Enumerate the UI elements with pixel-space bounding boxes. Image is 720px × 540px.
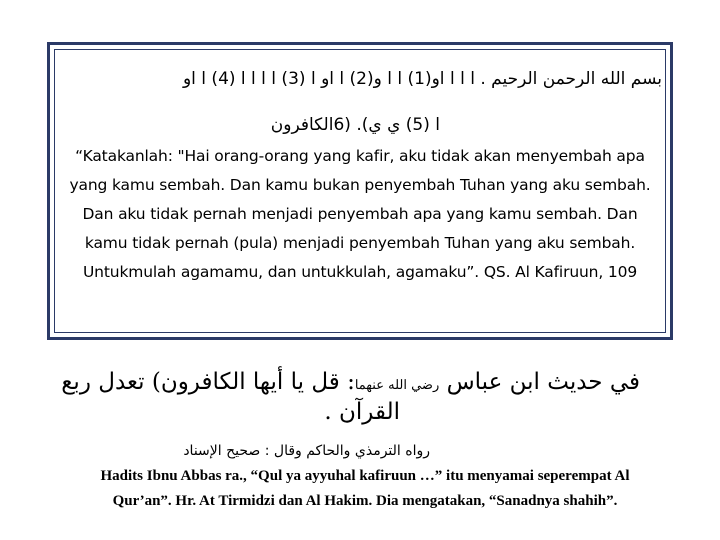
translation-line: kamu tidak pernah (pula) menjadi penyembah Tuhan yang aku sembah. (84, 234, 636, 252)
verse-arabic-line-1: بسم الله الرحمن الرحيم . ا ا ا او(1) ا ا و(2) ا او ا (3) ا ا ا ا (4) ا او (182, 69, 662, 89)
hadith-arabic-opening: في حديث ابن عباس (446, 369, 640, 395)
hadith-arabic-closing: : قل يا أيها الكافرون) تعدل ربع (61, 369, 355, 395)
hadith-translation-line: Hadits Ibnu Abbas ra., “Qul ya ayyuhal kafiruun …” itu menyamai seperempat Al (100, 468, 630, 484)
translation-line: “Katakanlah: "Hai orang-orang yang kafir, aku tidak akan menyembah apa (75, 147, 645, 165)
hadith-arabic-honorific: رضي الله عنهما (354, 378, 440, 393)
hadith-translation (50, 464, 680, 514)
translation-line: Untukmulah agamamu, dan untukkulah, agamaku”. QS. Al Kafiruun, 109 (82, 263, 638, 281)
hadith-arabic-line-2: القرآن . (324, 399, 400, 425)
hadith-translation-line: Qur’an”. Hr. At Tirmidzi dan Al Hakim. Dia mengatakan, “Sanadnya shahih”. (112, 493, 618, 509)
translation-line: yang kamu sembah. Dan kamu bukan penyembah Tuhan yang aku sembah. (69, 176, 651, 194)
verse-translation (60, 142, 660, 287)
translation-line: Dan aku tidak pernah menjadi penyembah apa yang kamu sembah. Dan (82, 205, 638, 223)
verse-arabic-line-2: ا (5) ي ي). (6الكافرون (270, 115, 440, 135)
hadith-riwayah: رواه الترمذي والحاكم وقال : صحيح الإسناد (183, 443, 430, 459)
